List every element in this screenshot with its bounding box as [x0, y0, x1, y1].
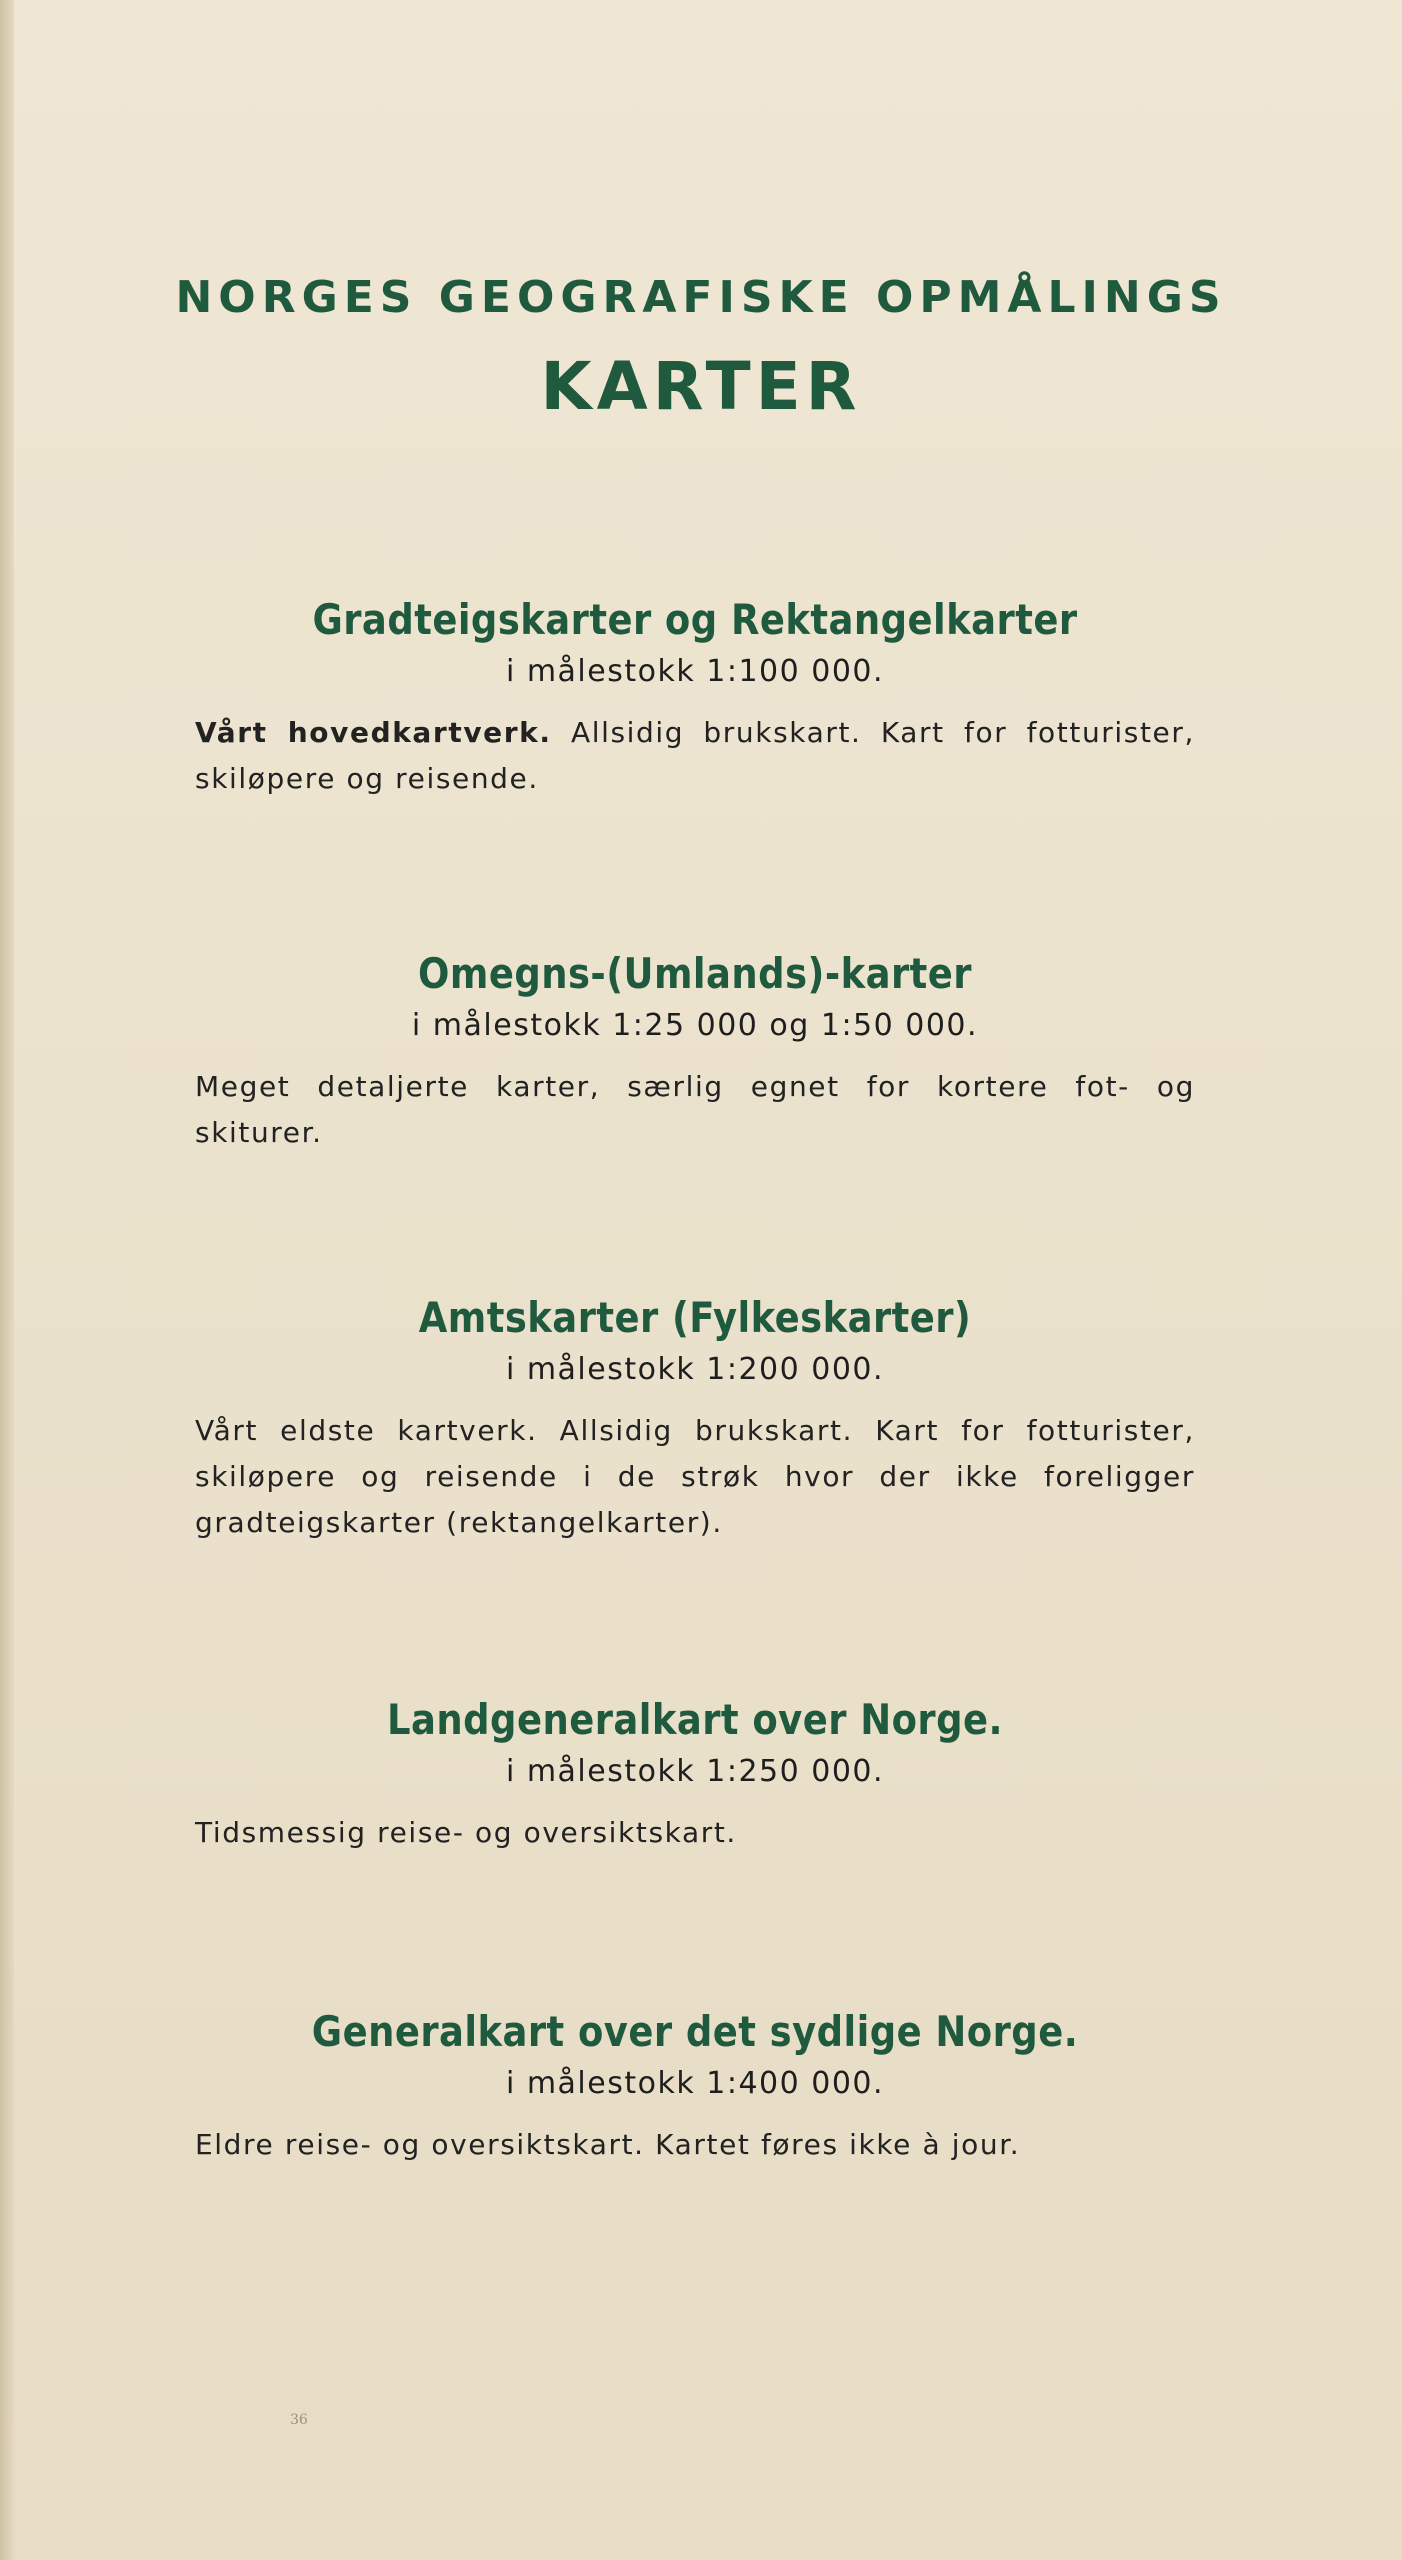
- section-title: Omegns-(Umlands)-karter: [418, 949, 972, 998]
- section-amtskarter: [195, 1290, 1195, 1546]
- section-description: Eldre reise- og oversiktskart. Kartet føres ikke à jour.: [195, 2128, 1021, 2161]
- section-landgeneralkart: [195, 1692, 1195, 1856]
- section-scale: i målestokk 1:25 000 og 1:50 000.: [411, 1008, 979, 1043]
- section-description: Meget detaljerte karter, særlig egnet for kortere fot- og skiturer.: [195, 1070, 1195, 1149]
- section-scale: i målestokk 1:250 000.: [505, 1754, 885, 1789]
- section-scale: i målestokk 1:100 000.: [505, 654, 885, 689]
- section-description-lead: Vårt hovedkartverk.: [195, 716, 552, 749]
- page-mark: 36: [290, 2412, 308, 2428]
- section-title: Landgeneralkart over Norge.: [387, 1695, 1003, 1744]
- section-generalkart: [195, 2004, 1195, 2168]
- section-omegnskarter: [195, 946, 1195, 1156]
- main-title: NORGES GEOGRAFISKE OPMÅLINGS: [175, 272, 1227, 323]
- section-scale: i målestokk 1:200 000.: [505, 1352, 885, 1387]
- section-title: Gradteigskarter og Rektangelkarter: [312, 595, 1078, 644]
- section-scale: i målestokk 1:400 000.: [505, 2066, 885, 2101]
- sub-title: KARTER: [540, 348, 862, 425]
- section-title: Amtskarter (Fylkeskarter): [418, 1293, 972, 1342]
- section-title: Generalkart over det sydlige Norge.: [311, 2007, 1079, 2056]
- section-gradteigskarter: [195, 592, 1195, 802]
- section-description: [195, 710, 1195, 802]
- section-description: Tidsmessig reise- og oversiktskart.: [195, 1816, 737, 1849]
- section-description: Vårt eldste kartverk. Allsidig brukskart. Kart for fotturister, skiløpere og reisende i de strøk hvor der ikke foreligger gradteigskarter (rektangelkarter).: [195, 1414, 1195, 1539]
- section-description-text: Allsidig brukskart. Kart for fotturister, skiløpere og reisende.: [195, 716, 1195, 795]
